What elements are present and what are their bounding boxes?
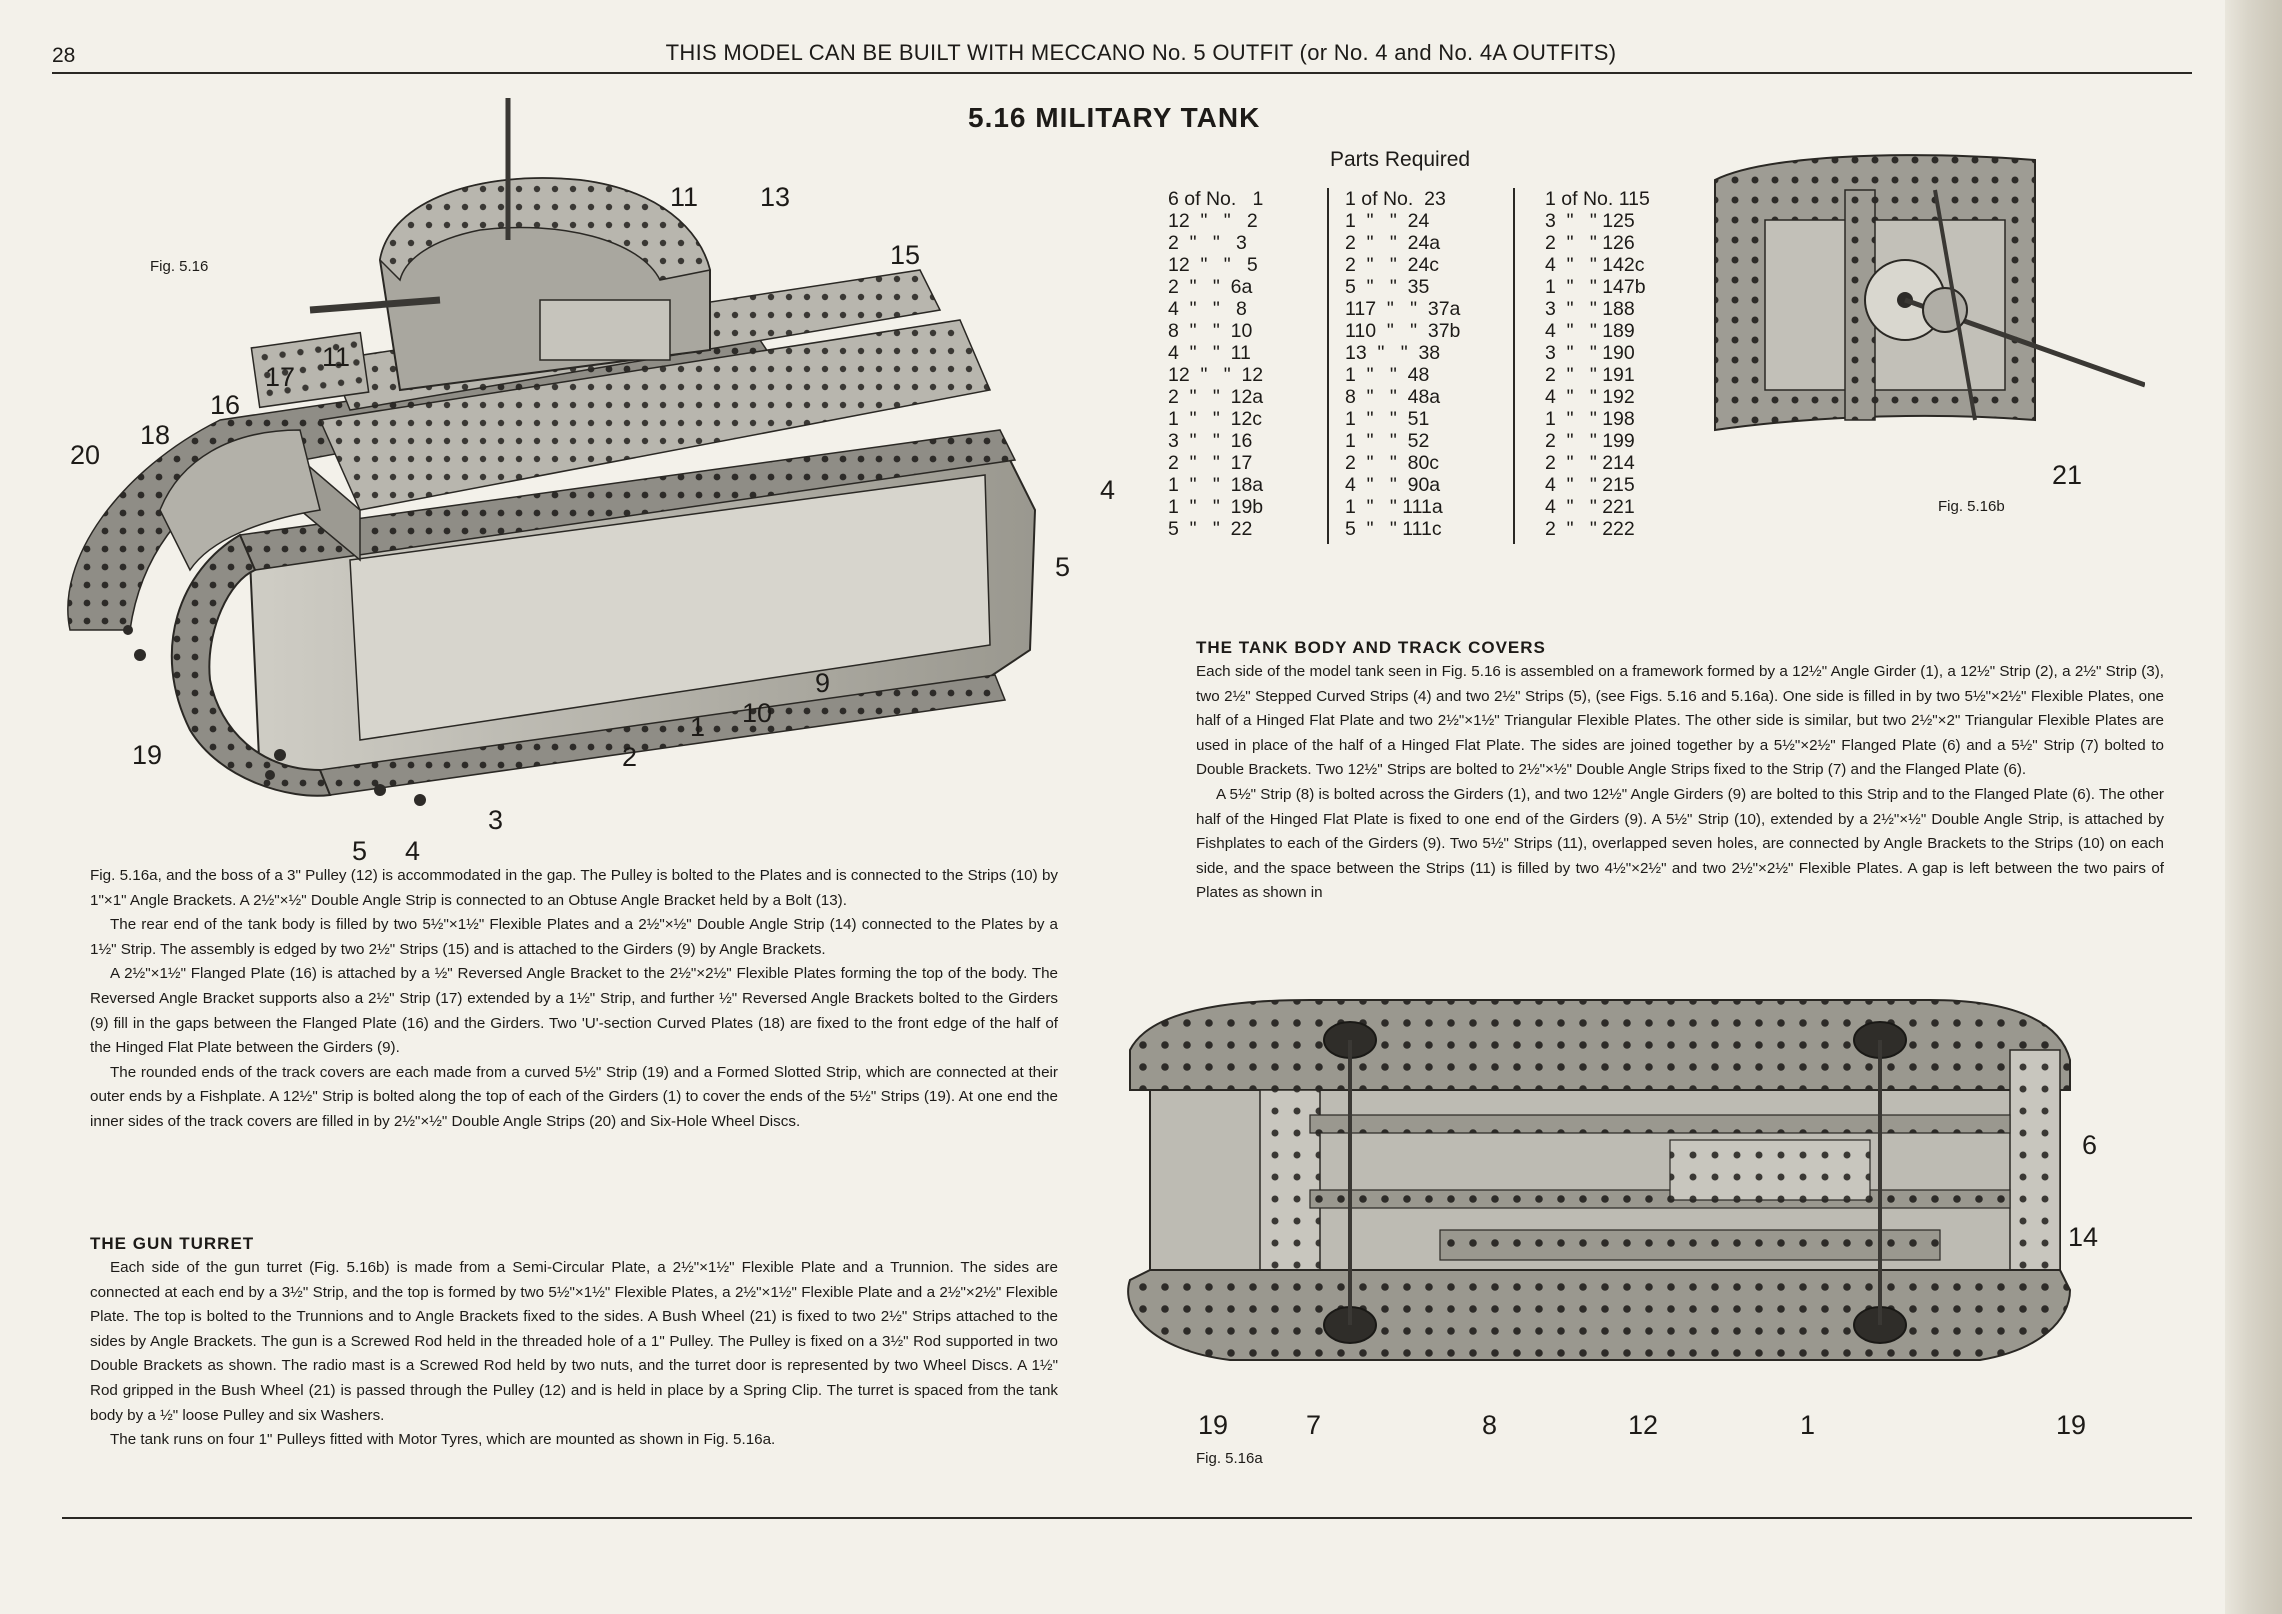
parts-row: 1 " " 19b bbox=[1168, 496, 1264, 518]
parts-row: 4 " " 189 bbox=[1545, 320, 1635, 342]
parts-row: 4 " " 11 bbox=[1168, 342, 1251, 364]
parts-row: 8 " " 48a bbox=[1345, 386, 1441, 408]
callout-label: 11 bbox=[670, 182, 699, 212]
callout-label: 19 bbox=[2056, 1410, 2087, 1440]
figure-caption: Fig. 5.16 bbox=[150, 258, 209, 275]
parts-row: 2 " " 3 bbox=[1168, 232, 1247, 254]
parts-row: 1 of No. 23 bbox=[1345, 188, 1446, 210]
paragraph: The rounded ends of the track covers are each made from a curved 5½" Strip (19) and a Formed Slotted Strip, which are connected at their outer ends by a Fishplate. A 12½" Strip is bolted along the top of each of the Girders (1) to cover the ends of the 5½" Strips (19). At one end the inner sides of the track covers are filled in by 2½"×½" Double Angle Strips (20) and Six-Hole Wheel Discs. bbox=[90, 1063, 1058, 1130]
paragraph: Each side of the model tank seen in Fig. 5.16 is assembled on a framework formed by a 12½" Angle Girder (1), a 12½" Strip (2), a 2½" Strip (3), two 2½" Stepped Curved Strips (4) and two 2½" Strips (5), (see Figs. 5.16 and 5.16a). One side is filled in by two 5½"×2½" Flexible Plates, one half of a Hinged Flat Plate and two 2½"×1½" Triangular Flexible Plates. The other side is similar, but two 2½"×2" Triangular Flexible Plates are used in place of the half of a Hinged Flat Plate. The sides are joined together by a 5½"×2½" Flanged Plate (6) and a 5½" Strip (7) bolted to Double Brackets. Two 12½" Strips are bolted to 2½"×½" Double Angle Strips fixed to the Strip (7) and the Flanged Plate (6). bbox=[1196, 663, 2164, 779]
callout-label: 7 bbox=[1306, 1410, 1322, 1440]
parts-row: 12 " " 2 bbox=[1168, 210, 1258, 232]
paragraph: The tank runs on four 1" Pulleys fitted with Motor Tyres, which are mounted as shown in Fig. 5.16a. bbox=[110, 1431, 776, 1449]
callout-label: 10 bbox=[742, 698, 773, 728]
header-rule bbox=[52, 72, 2192, 74]
figure-caption: Fig. 5.16b bbox=[1938, 498, 2005, 515]
parts-row: 8 " " 10 bbox=[1168, 320, 1253, 342]
callout-label: 11 bbox=[322, 342, 351, 372]
parts-row: 4 " " 142c bbox=[1545, 254, 1645, 276]
callout-label: 20 bbox=[70, 440, 101, 470]
parts-column-divider bbox=[1327, 188, 1329, 544]
parts-row: 1 " " 12c bbox=[1168, 408, 1263, 430]
parts-row: 1 " " 111a bbox=[1345, 496, 1443, 518]
callout-label: 14 bbox=[2068, 1222, 2099, 1252]
page-edge-shadow bbox=[2225, 0, 2282, 1614]
callout-label: 4 bbox=[405, 836, 421, 866]
parts-row: 1 " " 24 bbox=[1345, 210, 1430, 232]
callout-label: 5 bbox=[352, 836, 368, 866]
parts-row: 4 " " 221 bbox=[1545, 496, 1635, 518]
parts-row: 4 " " 192 bbox=[1545, 386, 1635, 408]
parts-column-3 bbox=[1545, 188, 1650, 540]
paragraph: The rear end of the tank body is filled by two 5½"×1½" Flexible Plates and a 2½"×½" Double Angle Strip (14) connected to the Plates by a 1½" Strip. The assembly is edged by two 2½" Strips (15) and is attached to the Girders (9) by Angle Brackets. bbox=[90, 916, 1058, 958]
tank-illustration bbox=[60, 90, 1120, 870]
parts-row: 2 " " 6a bbox=[1168, 276, 1253, 298]
parts-row: 5 " " 35 bbox=[1345, 276, 1430, 298]
parts-column-2 bbox=[1345, 188, 1460, 540]
callout-label: 19 bbox=[132, 740, 163, 770]
callout-label: 5 bbox=[1055, 552, 1071, 582]
callout-label: 8 bbox=[1482, 1410, 1498, 1440]
callout-label: 9 bbox=[815, 668, 831, 698]
parts-row: 4 " " 215 bbox=[1545, 474, 1635, 496]
parts-row: 1 " " 48 bbox=[1345, 364, 1430, 386]
footer-rule bbox=[62, 1517, 2192, 1519]
callout-label: 1 bbox=[1800, 1410, 1816, 1440]
paragraph: Fig. 5.16a, and the boss of a 3" Pulley (12) is accommodated in the gap. The Pulley is bolted to the Plates and is connected to the Strips (10) by 1"×1" Angle Brackets. A 2½"×½" Double Angle Strip is connected to an Obtuse Angle Bracket held by a Bolt (13). bbox=[90, 867, 1058, 909]
parts-row: 2 " " 222 bbox=[1545, 518, 1635, 540]
parts-row: 2 " " 12a bbox=[1168, 386, 1264, 408]
section-heading: THE TANK BODY AND TRACK COVERS bbox=[1196, 638, 1546, 657]
parts-row: 1 " " 147b bbox=[1545, 276, 1646, 298]
parts-row: 1 " " 51 bbox=[1345, 408, 1430, 430]
callout-label: 21 bbox=[2052, 460, 2083, 490]
parts-row: 2 " " 24c bbox=[1345, 254, 1440, 276]
callout-label: 15 bbox=[890, 240, 921, 270]
callout-label: 1 bbox=[690, 712, 706, 742]
parts-row: 12 " " 5 bbox=[1168, 254, 1258, 276]
running-head: THIS MODEL CAN BE BUILT WITH MECCANO No. 5 OUTFIT (or No. 4 and No. 4A OUTFITS) bbox=[665, 40, 1617, 65]
callout-label: 19 bbox=[1198, 1410, 1229, 1440]
callout-label: 4 bbox=[1100, 475, 1116, 505]
parts-row: 5 " " 111c bbox=[1345, 518, 1442, 540]
figure-caption: Fig. 5.16a bbox=[1196, 1450, 1263, 1467]
tank-body-text bbox=[1196, 660, 2164, 906]
parts-row: 6 of No. 1 bbox=[1168, 188, 1264, 210]
parts-row: 1 of No. 115 bbox=[1545, 188, 1650, 210]
parts-column-1 bbox=[1168, 188, 1263, 540]
parts-row: 1 " " 52 bbox=[1345, 430, 1430, 452]
parts-row: 3 " " 125 bbox=[1545, 210, 1635, 232]
parts-row: 12 " " 12 bbox=[1168, 364, 1264, 386]
parts-row: 2 " " 126 bbox=[1545, 232, 1635, 254]
parts-column-divider bbox=[1513, 188, 1515, 544]
parts-row: 13 " " 38 bbox=[1345, 342, 1441, 364]
parts-row: 3 " " 188 bbox=[1545, 298, 1635, 320]
callout-label: 3 bbox=[488, 805, 504, 835]
callout-label: 16 bbox=[210, 390, 241, 420]
tank-underside-illustration bbox=[1110, 990, 2110, 1390]
parts-row: 2 " " 24a bbox=[1345, 232, 1441, 254]
parts-row: 5 " " 22 bbox=[1168, 518, 1253, 540]
gun-turret-text bbox=[90, 1256, 1058, 1453]
callout-label: 6 bbox=[2082, 1130, 2098, 1160]
parts-required-heading: Parts Required bbox=[1330, 148, 1471, 171]
page-number: 28 bbox=[52, 44, 76, 67]
parts-row: 110 " " 37b bbox=[1345, 320, 1461, 342]
left-column-text bbox=[90, 864, 1058, 1135]
paragraph: A 2½"×1½" Flanged Plate (16) is attached by a ½" Reversed Angle Bracket to the 2½"×2½" Flexible Plates forming the top of the body. The Reversed Angle Bracket supports also a 2½" Strip (17) extended by a 1½" Strip, and further ½" Reversed Angle Brackets bolted to the Girders (9) fill in the gaps between the Flanged Plate (16) and the Girders. Two 'U'-section Curved Plates (18) are fixed to the front edge of the half of the Hinged Flat Plate between the Girders (9). bbox=[90, 965, 1058, 1057]
callout-label: 2 bbox=[622, 742, 638, 772]
parts-row: 2 " " 214 bbox=[1545, 452, 1635, 474]
callout-label: 12 bbox=[1628, 1410, 1659, 1440]
parts-row: 2 " " 17 bbox=[1168, 452, 1253, 474]
parts-row: 3 " " 190 bbox=[1545, 342, 1635, 364]
parts-row: 117 " " 37a bbox=[1345, 298, 1461, 320]
callout-label: 13 bbox=[760, 182, 791, 212]
parts-row: 4 " " 8 bbox=[1168, 298, 1247, 320]
paragraph: A 5½" Strip (8) is bolted across the Girders (1), and two 12½" Angle Girders (9) are bolted to this Strip and to the Flanged Plate (6). The other half of the Hinged Flat Plate is fixed to one end of the Girders (9). A 5½" Strip (10), extended by a 2½"×½" Double Angle Strip, is attached by Fishplates to each of the Girders (9). Two 5½" Strips (11), overlapped seven holes, are connected by Angle Brackets to the Strips (10) on each side, and the space between the Strips (11) is filled by two 4½"×2½" and two 2½"×2½" Flexible Plates. A gap is left between the two pairs of Plates as shown in bbox=[1196, 785, 2164, 902]
parts-row: 3 " " 16 bbox=[1168, 430, 1253, 452]
callout-label: 18 bbox=[140, 420, 171, 450]
section-heading: THE GUN TURRET bbox=[90, 1234, 255, 1253]
paragraph: Each side of the gun turret (Fig. 5.16b) is made from a Semi-Circular Plate, a 2½"×1½" Flexible Plate and a Trunnion. The sides are connected at each end by a 3½" Strip, and the top is formed by two 5½"×1½" Flexible Plates, a 2½"×1½" Flexible Plate and a 2½"×2½" Flexible Plate. The top is bolted to the Trunnions and to Angle Brackets fixed to the sides. A Bush Wheel (21) is fixed to two 2½" Strips attached to the sides by Angle Brackets. The gun is a Screwed Rod held in the threaded hole of a 1" Pulley. The Pulley is fixed on a 3½" Rod supported in two Double Brackets as shown. The radio mast is a Screwed Rod held by two nuts, and the turret door is represented by two Wheel Discs. A 1½" Rod gripped in the Bush Wheel (21) is passed through the Pulley (12) and is held in place by a Spring Clip. The turret is spaced from the tank body by a ½" loose Pulley and six Washers. bbox=[90, 1259, 1058, 1424]
parts-row: 1 " " 18a bbox=[1168, 474, 1264, 496]
parts-row: 2 " " 191 bbox=[1545, 364, 1635, 386]
parts-row: 2 " " 80c bbox=[1345, 452, 1440, 474]
model-title: 5.16 MILITARY TANK bbox=[968, 102, 1261, 133]
callout-label: 17 bbox=[265, 362, 296, 392]
parts-row: 2 " " 199 bbox=[1545, 430, 1635, 452]
gun-turret-illustration bbox=[1705, 150, 2145, 495]
parts-row: 1 " " 198 bbox=[1545, 408, 1635, 430]
parts-row: 4 " " 90a bbox=[1345, 474, 1441, 496]
